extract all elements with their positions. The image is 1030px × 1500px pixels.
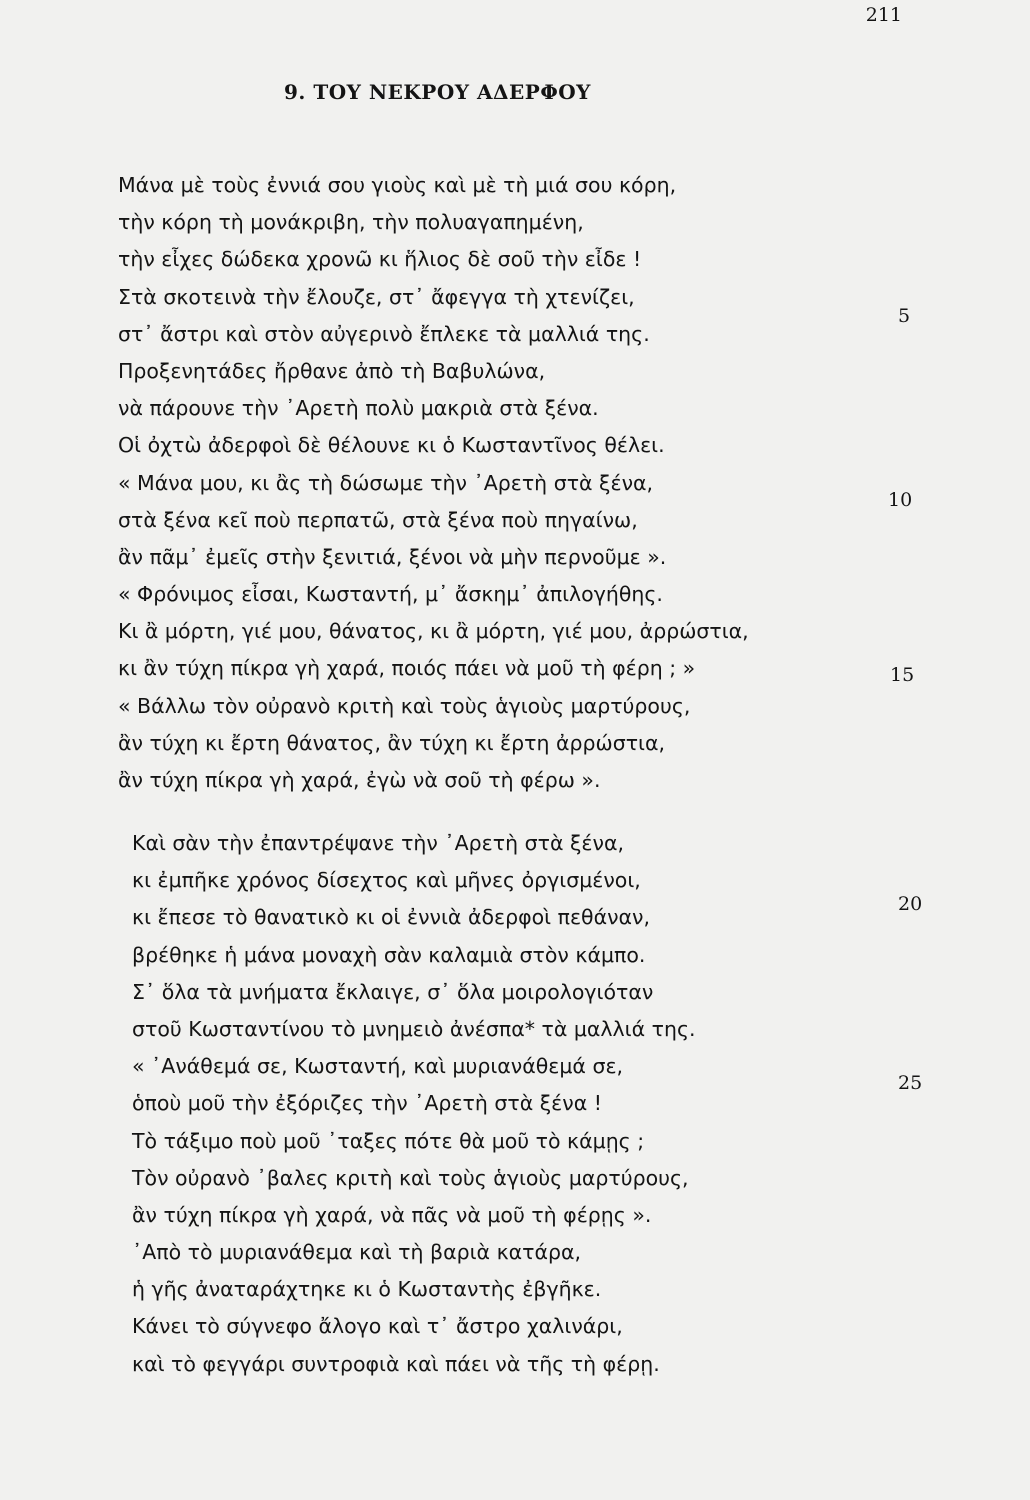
verse-line: Τὸν οὐρανὸ ᾽βαλες κριτὴ καὶ τοὺς ἁγιοὺς μαρτύρους, (132, 1165, 689, 1190)
verse-line: τὴν κόρη τὴ μονάκριβη, τὴν πολυαγαπημένη, (118, 210, 584, 235)
line-number-20: 20 (898, 893, 923, 915)
verse-line: Καὶ σὰν τὴν ἐπαντρέψανε τὴν ᾽Αρετὴ στὰ ξένα, (132, 831, 624, 855)
verse-line: « Βάλλω τὸν οὐρανὸ κριτὴ καὶ τοὺς ἁγιοὺς μαρτύρους, (118, 693, 691, 718)
verse-line: κι ἐμπῆκε χρόνος δίσεχτος καὶ μῆνες ὀργισμένοι, (132, 868, 641, 893)
stanza-2 (132, 825, 912, 1383)
stanza-1 (118, 167, 898, 799)
verse-line: στὰ ξένα κεῖ ποὺ περπατῶ, στὰ ξένα ποὺ πηγαίνω, (118, 507, 638, 532)
verse-line: Τὸ τάξιμο ποὺ μοῦ ᾽ταξες πότε θὰ μοῦ τὸ κάμῃς ; (132, 1128, 645, 1153)
verse-line: ἂν τύχη πίκρα γὴ χαρά, ἐγὼ νὰ σοῦ τὴ φέρω ». (118, 768, 601, 792)
verse-line: « ᾽Ανάθεμά σε, Κωσταντή, καὶ μυριανάθεμά σε, (132, 1054, 624, 1079)
verse-line: ἂν πᾶμ᾽ ἐμεῖς στὴν ξενιτιά, ξένοι νὰ μὴν περνοῦμε ». (118, 544, 667, 569)
verse-line: « Μάνα μου, κι ἂς τὴ δώσωμε τὴν ᾽Αρετὴ στὰ ξένα, (118, 470, 654, 495)
verse-line: ἂν τύχη κι ἔρτη θάνατος, ἂν τύχη κι ἔρτη ἀρρώστια, (118, 730, 666, 755)
line-number-5: 5 (898, 305, 911, 327)
verse-line: Κι ἂ μόρτη, γιέ μου, θάνατος, κι ἂ μόρτη, γιέ μου, ἀρρώστια, (118, 619, 749, 644)
verse-line: ὁποὺ μοῦ τὴν ἐξόριζες τὴν ᾽Αρετὴ στὰ ξένα ! (132, 1091, 602, 1116)
verse-line: ᾽Απὸ τὸ μυριανάθεμα καὶ τὴ βαριὰ κατάρα, (132, 1240, 582, 1265)
verse-line: στ᾽ ἄστρι καὶ στὸν αὐγερινὸ ἔπλεκε τὰ μαλλιά της. (118, 321, 650, 346)
line-number-25: 25 (898, 1072, 923, 1094)
verse-line: κι ἔπεσε τὸ θανατικὸ κι οἱ ἐννιὰ ἀδερφοὶ πεθάναν, (132, 905, 651, 930)
verse-line: Μάνα μὲ τοὺς ἐννιά σου γιοὺς καὶ μὲ τὴ μιά σου κόρη, (118, 173, 677, 197)
verse-line: στοῦ Κωσταντίνου τὸ μνημειὸ ἀνέσπα* τὰ μαλλιά της. (132, 1016, 696, 1041)
verse-line: ἡ γῆς ἀναταράχτηκε κι ὁ Κωσταντὴς ἐβγῆκε. (132, 1277, 602, 1302)
verse-line: Προξενητάδες ἤρθανε ἀπὸ τὴ Βαβυλώνα, (118, 358, 546, 383)
poem-title: 9. ΤΟΥ ΝΕΚΡΟΥ ΑΔΕΡΦΟΥ (284, 80, 591, 104)
verse-line: ἂν τύχη πίκρα γὴ χαρά, νὰ πᾶς νὰ μοῦ τὴ φέρῃς ». (132, 1202, 652, 1227)
verse-line: καὶ τὸ φεγγάρι συντροφιὰ καὶ πάει νὰ τῆς τὴ φέρῃ. (132, 1351, 660, 1376)
verse-line: « Φρόνιμος εἶσαι, Κωσταντή, μ᾽ ἄσκημ᾽ ἀπιλογήθης. (118, 582, 663, 607)
verse-line: βρέθηκε ἡ μάνα μοναχὴ σὰν καλαμιὰ στὸν κάμπο. (132, 942, 646, 967)
verse-line: Κάνει τὸ σύγνεφο ἄλογο καὶ τ᾽ ἄστρο χαλινάρι, (132, 1314, 623, 1339)
verse-line: Σ᾽ ὅλα τὰ μνήματα ἔκλαιγε, σ᾽ ὅλα μοιρολογιόταν (132, 979, 654, 1004)
line-number-15: 15 (890, 664, 915, 686)
verse-line: τὴν εἶχες δώδεκα χρονῶ κι ἥλιος δὲ σοῦ τὴν εἶδε ! (118, 247, 642, 272)
verse-line: Στὰ σκοτεινὰ τὴν ἔλουζε, στ᾽ ἄφεγγα τὴ χτενίζει, (118, 284, 635, 309)
page-number: 211 (865, 4, 902, 26)
line-number-10: 10 (888, 489, 913, 511)
verse-line: Οἱ ὀχτὼ ἀδερφοὶ δὲ θέλουνε κι ὁ Κωσταντῖνος θέλει. (118, 433, 665, 458)
verse-line: νὰ πάρουνε τὴν ᾽Αρετὴ πολὺ μακριὰ στὰ ξένα. (118, 396, 599, 421)
verse-line: κι ἂν τύχη πίκρα γὴ χαρά, ποιός πάει νὰ μοῦ τὴ φέρη ; » (118, 656, 696, 681)
